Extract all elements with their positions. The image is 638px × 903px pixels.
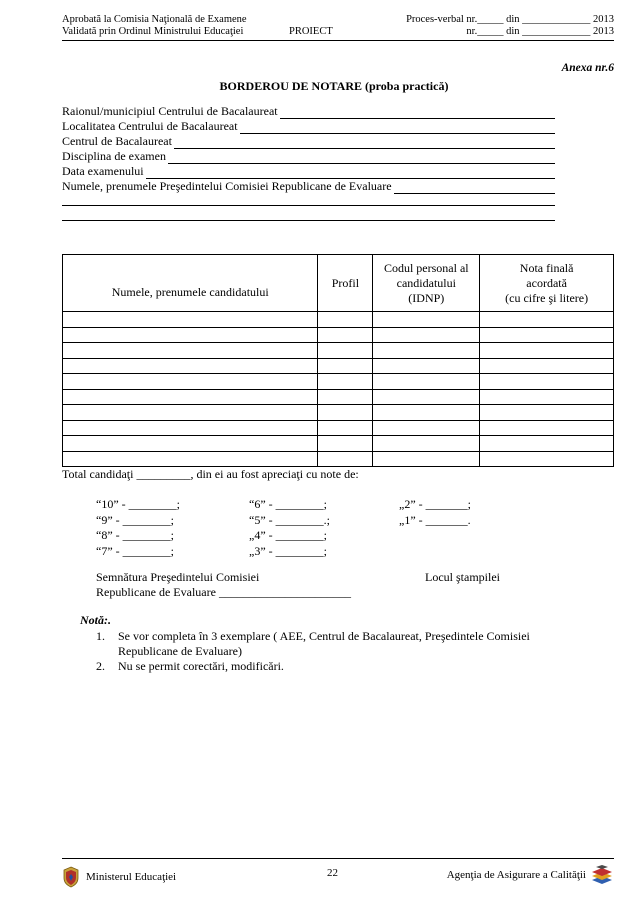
cell-grade[interactable] bbox=[480, 343, 614, 359]
form-field-label: Centrul de Bacalaureat bbox=[62, 134, 172, 148]
grade-count-6[interactable]: “6” - ________; bbox=[249, 497, 327, 511]
page-header bbox=[62, 14, 614, 38]
form-field-label: Raionul/municipiul Centrului de Bacalaureat bbox=[62, 104, 278, 118]
col-header-idnp-line: candidatului bbox=[396, 275, 456, 290]
table-row bbox=[63, 327, 614, 343]
form-blank-line[interactable] bbox=[62, 194, 555, 206]
fill-line bbox=[146, 168, 555, 179]
grade-count-7[interactable]: “7” - ________; bbox=[96, 543, 174, 558]
cell-grade[interactable] bbox=[480, 374, 614, 390]
cell-idnp[interactable] bbox=[373, 358, 480, 374]
cell-idnp[interactable] bbox=[373, 327, 480, 343]
grade-count-8[interactable]: “8” - ________; bbox=[96, 528, 174, 542]
fill-line bbox=[168, 153, 555, 164]
note-item bbox=[96, 629, 576, 659]
col-header-name bbox=[63, 255, 318, 312]
form-field-label: Numele, prenumele Preşedintelui Comisiei Republicane de Evaluare bbox=[62, 179, 392, 193]
header-right bbox=[406, 14, 614, 38]
header-minutes-line1: Proces-verbal nr._____ din _____________ 2013 bbox=[406, 14, 614, 25]
page-footer bbox=[62, 864, 614, 892]
grading-table bbox=[62, 254, 614, 467]
cell-idnp[interactable] bbox=[373, 312, 480, 328]
form-field-discipline[interactable] bbox=[62, 149, 555, 164]
table-row bbox=[63, 436, 614, 452]
cell-grade[interactable] bbox=[480, 389, 614, 405]
footer-divider bbox=[62, 858, 614, 859]
form-field-label: Disciplina de examen bbox=[62, 149, 166, 163]
cell-grade[interactable] bbox=[480, 436, 614, 452]
cell-profile[interactable] bbox=[318, 389, 373, 405]
col-header-grade-line: (cu cifre şi litere) bbox=[505, 290, 589, 305]
table-row bbox=[63, 374, 614, 390]
total-candidates-line: Total candidaţi _________, din ei au fost apreciaţi cu note de: bbox=[62, 467, 359, 481]
grade-count-5[interactable]: “5” - ________.; bbox=[249, 512, 330, 527]
grade-count-4[interactable]: „4” - ________; bbox=[249, 528, 327, 542]
col-header-idnp-line: Codul personal al bbox=[383, 260, 469, 275]
grade-count-3[interactable]: „3” - ________; bbox=[249, 543, 327, 558]
cell-name[interactable] bbox=[63, 451, 318, 467]
col-header-idnp bbox=[373, 255, 480, 312]
col-header-profile bbox=[318, 255, 373, 312]
form-fields bbox=[62, 104, 555, 224]
cell-profile[interactable] bbox=[318, 405, 373, 421]
cell-idnp[interactable] bbox=[373, 420, 480, 436]
cell-profile[interactable] bbox=[318, 436, 373, 452]
header-left bbox=[62, 14, 247, 38]
form-blank-line[interactable] bbox=[62, 209, 555, 221]
cell-grade[interactable] bbox=[480, 327, 614, 343]
cell-profile[interactable] bbox=[318, 451, 373, 467]
cell-profile[interactable] bbox=[318, 312, 373, 328]
cell-grade[interactable] bbox=[480, 405, 614, 421]
notes-list bbox=[96, 629, 576, 674]
table-row bbox=[63, 420, 614, 436]
header-minutes-line2: nr._____ din _____________ 2013 bbox=[466, 26, 614, 37]
note-text: Se vor completa în 3 exemplare ( AEE, Centrul de Bacalaureat, Preşedintele Comisiei Republicane de Evaluare) bbox=[118, 629, 530, 658]
fill-line bbox=[174, 138, 555, 149]
cell-profile[interactable] bbox=[318, 374, 373, 390]
grade-count-1[interactable]: „1” - _______. bbox=[399, 512, 471, 527]
stamp-label: Locul ştampilei bbox=[425, 570, 500, 584]
cell-name[interactable] bbox=[63, 420, 318, 436]
cell-grade[interactable] bbox=[480, 451, 614, 467]
signature-line[interactable]: Republicane de Evaluare ______________________ bbox=[96, 585, 351, 599]
fill-line bbox=[240, 123, 555, 134]
cell-idnp[interactable] bbox=[373, 436, 480, 452]
form-field-label: Data examenului bbox=[62, 164, 144, 178]
col-header-grade-line: acordată bbox=[526, 275, 567, 290]
note-text: Nu se permit corectări, modificări. bbox=[118, 659, 284, 673]
cell-name[interactable] bbox=[63, 327, 318, 343]
note-number: 1. bbox=[96, 629, 105, 643]
header-project-label: PROIECT bbox=[289, 26, 333, 37]
footer-left bbox=[62, 866, 176, 888]
table-row bbox=[63, 343, 614, 359]
grade-column-2 bbox=[249, 497, 330, 559]
footer-ministry: Ministerul Educaţiei bbox=[86, 871, 177, 883]
cell-name[interactable] bbox=[63, 389, 318, 405]
form-field-label: Localitatea Centrului de Bacalaureat bbox=[62, 119, 238, 133]
cell-name[interactable] bbox=[63, 312, 318, 328]
col-header-name-text: Numele, prenumele candidatului bbox=[111, 284, 269, 299]
grade-column-1 bbox=[96, 497, 180, 559]
fill-line bbox=[280, 108, 555, 119]
cell-name[interactable] bbox=[63, 358, 318, 374]
grade-count-2[interactable]: „2” - _______; bbox=[399, 497, 471, 511]
cell-grade[interactable] bbox=[480, 358, 614, 374]
cell-grade[interactable] bbox=[480, 312, 614, 328]
cell-name[interactable] bbox=[63, 343, 318, 359]
cell-profile[interactable] bbox=[318, 343, 373, 359]
grade-count-9[interactable]: “9” - ________; bbox=[96, 512, 174, 527]
form-field-president[interactable] bbox=[62, 179, 555, 194]
signature-label: Semnătura Preşedintelui Comisiei bbox=[96, 570, 260, 584]
cell-idnp[interactable] bbox=[373, 343, 480, 359]
grade-column-3 bbox=[399, 497, 471, 528]
header-validated-text: Validată prin Ordinul Ministrului Educaţiei bbox=[62, 26, 244, 37]
coat-of-arms-icon bbox=[62, 866, 80, 888]
col-header-grade bbox=[480, 255, 614, 312]
table-row bbox=[63, 451, 614, 467]
table-row bbox=[63, 358, 614, 374]
table-row bbox=[63, 389, 614, 405]
cell-idnp[interactable] bbox=[373, 405, 480, 421]
header-approved-text: Aprobată la Comisia Naţională de Examene bbox=[62, 14, 247, 25]
form-field-locality[interactable] bbox=[62, 119, 555, 134]
footer-right bbox=[447, 864, 614, 886]
table-row bbox=[63, 312, 614, 328]
cell-name[interactable] bbox=[63, 436, 318, 452]
cell-profile[interactable] bbox=[318, 358, 373, 374]
footer-agency: Agenţia de Asigurare a Calităţii bbox=[446, 869, 586, 881]
cell-profile[interactable] bbox=[318, 327, 373, 343]
table-body bbox=[63, 312, 614, 467]
table-row bbox=[63, 405, 614, 421]
note-heading: Notă:. bbox=[80, 613, 111, 627]
cell-name[interactable] bbox=[63, 374, 318, 390]
note-number: 2. bbox=[96, 659, 105, 673]
cell-idnp[interactable] bbox=[373, 389, 480, 405]
form-field-raion[interactable] bbox=[62, 104, 555, 119]
cell-profile[interactable] bbox=[318, 420, 373, 436]
cell-grade[interactable] bbox=[480, 420, 614, 436]
document-title: BORDEROU DE NOTARE (proba practică) bbox=[219, 79, 449, 93]
col-header-idnp-line: (IDNP) bbox=[408, 290, 445, 305]
col-header-profile-text: Profil bbox=[331, 275, 360, 290]
agency-logo-icon bbox=[590, 864, 614, 886]
annex-label: Anexa nr.6 bbox=[561, 62, 614, 74]
form-field-exam-date[interactable] bbox=[62, 164, 555, 179]
grade-count-10[interactable]: “10” - ________; bbox=[96, 497, 180, 511]
cell-name[interactable] bbox=[63, 405, 318, 421]
note-item bbox=[96, 659, 576, 674]
header-divider bbox=[62, 40, 614, 41]
cell-idnp[interactable] bbox=[373, 451, 480, 467]
cell-idnp[interactable] bbox=[373, 374, 480, 390]
col-header-grade-line: Nota finală bbox=[519, 260, 574, 275]
page-number: 22 bbox=[327, 867, 338, 879]
table-header-row bbox=[63, 255, 614, 312]
fill-line bbox=[394, 183, 555, 194]
form-field-center[interactable] bbox=[62, 134, 555, 149]
